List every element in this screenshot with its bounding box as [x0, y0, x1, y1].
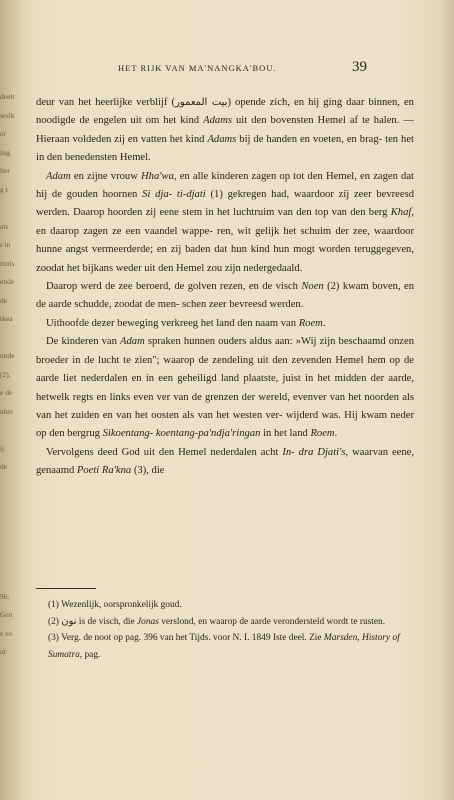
- margin-bleed-through: [0, 88, 20, 662]
- margin-fragment: [0, 495, 20, 514]
- margin-fragment: [0, 514, 20, 533]
- footnote: (1) Wezenlijk, oorspronkelijk goud.: [48, 600, 182, 610]
- margin-fragment: welk: [0, 110, 15, 120]
- margin-fragment: r in: [0, 240, 11, 249]
- running-head: HET RIJK VAN MA'NANGKA'BOU.: [118, 63, 277, 73]
- margin-fragment: ats: [0, 221, 9, 231]
- margin-fragment: lter: [0, 166, 10, 175]
- margin-fragment: de: [0, 295, 8, 305]
- margin-fragment: ur: [0, 647, 7, 656]
- margin-fragment: mnis: [0, 258, 15, 268]
- margin-fragment: [0, 551, 20, 570]
- margin-fragment: onde: [0, 351, 15, 360]
- paragraph: Vervolgens deed God uit den Hemel nederdalen acht In- dra Djati's, waarvan eene, genaamd Poeti Ra'kna (3), die: [36, 446, 414, 477]
- margin-fragment: de: [0, 462, 8, 471]
- footnote: (2) نون is de visch, die Jonas verslond, en waarop de aarde verondersteld wordt te rusten.: [48, 615, 386, 627]
- margin-fragment: (2),: [0, 369, 11, 379]
- paragraph: deur van het heerlijke verblijf (بيت المعمور) opende zich, en hij ging daar binnen, en noodigde de engelen uit om het kind Adams uit den bovensten Hemel af te halen. — Hieraan voldeden zij en vatten het kind Adams bij de handen en voeten, en brag- ten het in den benedensten Hemel.: [36, 97, 414, 164]
- margin-fragment: [0, 532, 20, 551]
- paragraph: De kinderen van Adam spraken hunnen ouders aldus aan: »Wij zijn beschaamd onzen broeder in de lucht te zien"; waarop de zendeling uit den zevenden Hemel hem op de aarde liet nederdalen en in een geheiligd land plaatste, juist in het midden der aarde, hetwelk regts en links even ver van de grenzen der wereld, evenver van het noorden als van het zuiden en van het oosten als van het westen ver- wijderd was. Hij kwam neder op den bergrug Sikoentang- koentang-pa'ndja'ringan in het land Roem.: [36, 336, 415, 440]
- margin-fragment: [0, 421, 20, 440]
- margin-fragment: er: [0, 129, 6, 138]
- paragraph: Uithoofde dezer beweging verkreeg het land den naam van Roem.: [46, 317, 326, 329]
- margin-fragment: [0, 569, 20, 588]
- margin-fragment: deelt: [0, 92, 15, 101]
- margin-fragment: 96.: [0, 591, 10, 601]
- margin-fragment: ende: [0, 277, 15, 286]
- paragraph: Adam en zijne vrouw Hha'wa, en alle kinderen zagen op tot den Hemel, en zagen dat hij de gouden hoornen Si dja- ti-djati (1) gekregen had, waardoor zij zeer bevreesd werden. Daarop hoorden zij eene stem in het luchtruim van den top van den berg Khaf, en daarop zagen ze een vaandel wappe- ren, wit gelijk het schuim der zee, waardoor hunne angst vermeerderde; en zij baden dat hun kind hun mogt worden teruggegeven, zoodat het bijkans weder uit den Hemel zou zijn nedergedaald.: [36, 170, 414, 274]
- margin-fragment: tkea: [0, 314, 13, 323]
- footnote: (3) Verg. de noot op pag. 396 van het Tijds. voor N. I. 1849 Iste deel. Zie Marsden, History of Sumatra, pag.: [48, 633, 400, 660]
- footnote-rule: [36, 588, 96, 589]
- margin-fragment: g t: [0, 184, 8, 194]
- body-text: [36, 94, 414, 481]
- margin-fragment: Gen: [0, 610, 13, 619]
- margin-fragment: e de: [0, 388, 13, 397]
- margin-fragment: [0, 477, 20, 496]
- footnotes: [36, 597, 414, 663]
- margin-fragment: [0, 329, 20, 348]
- margin-fragment: ij: [0, 443, 5, 453]
- page-number: 39: [352, 59, 367, 75]
- margin-fragment: ulen: [0, 406, 13, 416]
- margin-fragment: [0, 199, 20, 218]
- margin-fragment: ing.: [0, 147, 12, 157]
- margin-fragment: s vo: [0, 628, 13, 638]
- paragraph: Daarop werd de zee beroerd, de golven rezen, en de visch Noen (2) kwam boven, en de aarde schudde, zoodat de men- schen zeer bevreesd werden.: [36, 281, 414, 311]
